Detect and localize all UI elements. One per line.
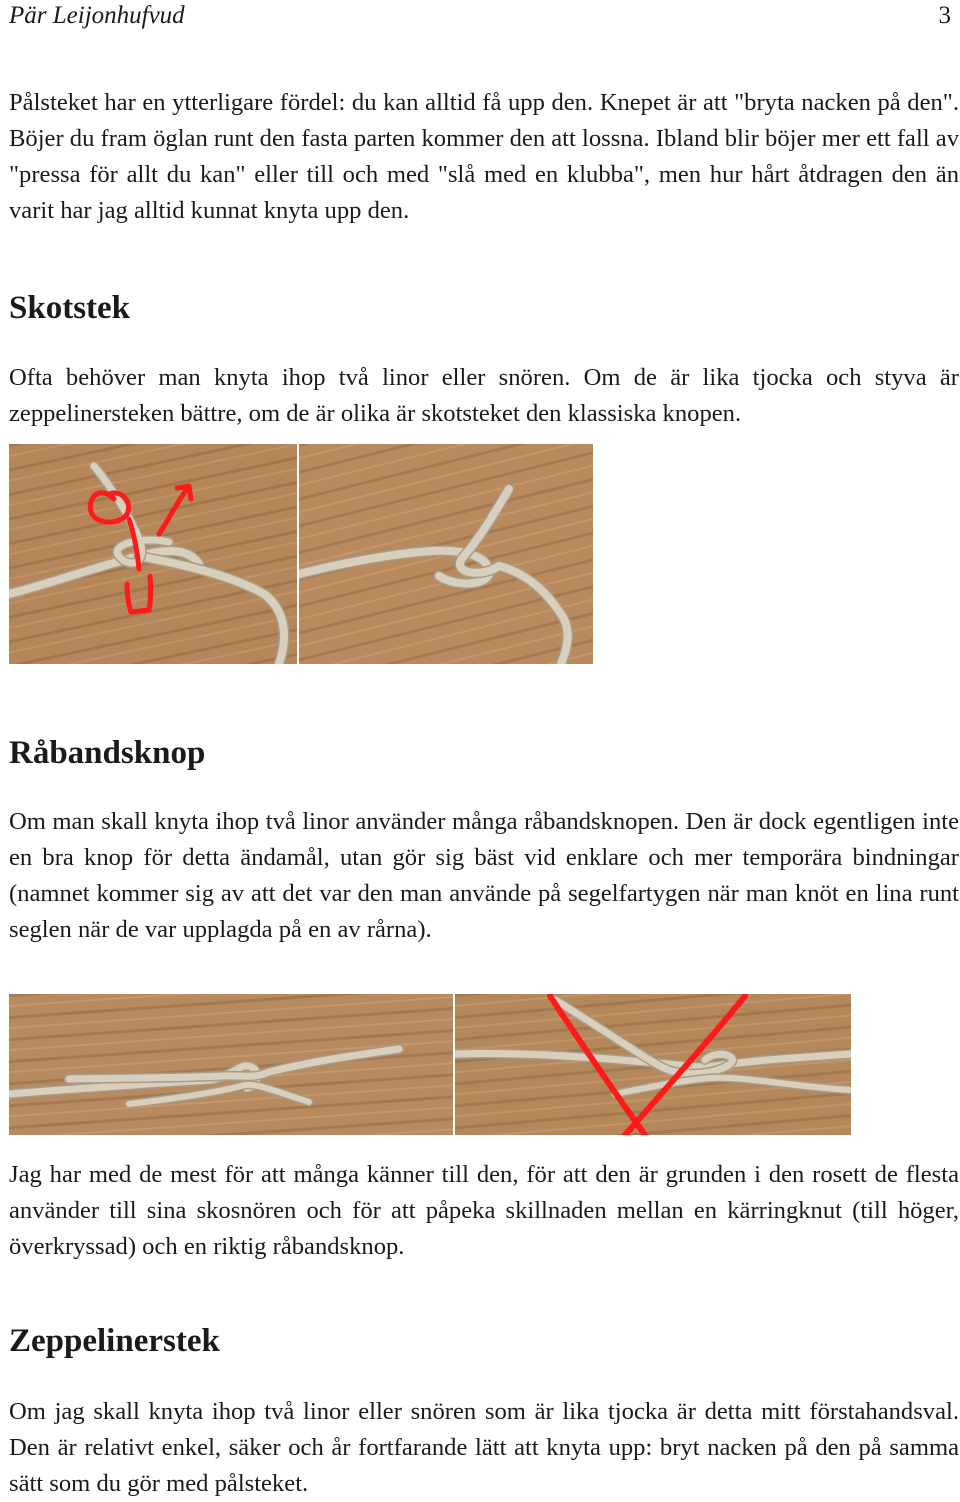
rabandsknop-paragraph-2: Jag har med de mest för att många känner till den, för att den är grunden i den rosett de flesta använder till sina skosnören och för att påpeka skillnaden mellan en kärringknut (till höger, överkryssad) och en riktig råbandsknop. (9, 1161, 959, 1260)
intro-paragraph: Pålsteket har en ytterligare fördel: du kan alltid få upp den. Knepet är att "bryta nacken på den". Böjer du fram öglan runt den fasta parten kommer den att lossna. Ibland blir böjer mer ett fall av "pressa för allt du kan" eller till och med "slå med en klubba", men hur hårt åtdragen den än varit har jag alltid kunnat knyta upp den. (9, 89, 959, 224)
heading-skotstek: Skotstek (9, 290, 131, 326)
zeppelinerstek-paragraph: Om jag skall knyta ihop två linor eller snören som är lika tjocka är detta mitt förstahandsval. Den är relativt enkel, säker och år fortfarande lätt att knyta upp: bryt nacken på den på samma sätt som du gör med pålsteket. (9, 1398, 959, 1497)
skotstek-paragraph: Ofta behöver man knyta ihop två linor eller snören. Om de är lika tjocka och styva är zeppelinersteken bättre, om de är olika är skotsteket den klassiska knopen. (9, 364, 959, 427)
page-header (9, 0, 951, 34)
skotstek-photo-annotated (9, 444, 297, 664)
heading-rabandsknop: Råbandsknop (9, 735, 206, 771)
rabandsknop-paragraph: Om man skall knyta ihop två linor använder många råbandsknopen. Den är dock egentligen inte en bra knop för detta ändamål, utan gör sig bäst vid enklare och mer temporära bindningar (namnet kommer sig av att det var den man använde på segelfartygen när man knöt en lina runt seglen när de var upplagda på en av rårna). (9, 808, 959, 943)
karringknut-photo-crossed (455, 994, 851, 1135)
heading-zeppelinerstek: Zeppelinerstek (9, 1323, 220, 1359)
page-number: 3 (938, 2, 951, 29)
header-author: Pär Leijonhufvud (9, 2, 185, 29)
skotstek-photo (299, 444, 593, 664)
rabandsknop-photo (9, 994, 453, 1135)
